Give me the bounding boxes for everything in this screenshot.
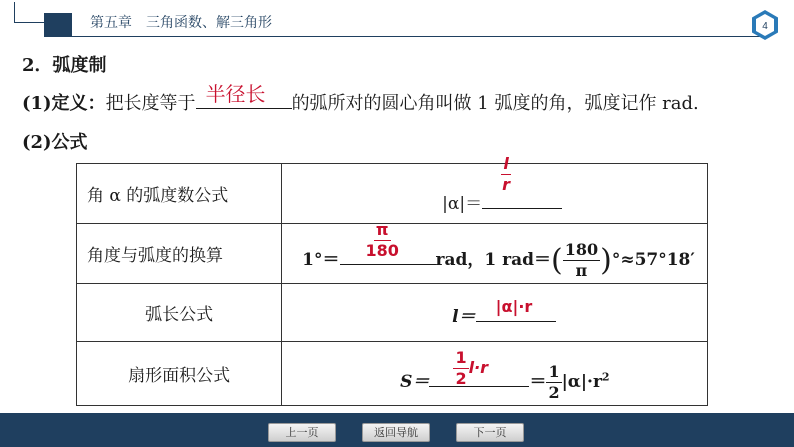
arc-prefix: l＝: [452, 307, 476, 327]
conversion-answer-fraction: [364, 222, 401, 259]
footer-nav-bar: [0, 413, 794, 447]
sector-fraction: [546, 364, 561, 401]
sector-blank: [429, 348, 529, 388]
row-label: 弧长公式: [77, 284, 282, 342]
header-block-decoration: [44, 13, 72, 37]
header-rule: [72, 36, 760, 37]
alpha-prefix: |α|＝: [442, 194, 483, 214]
row-label: 角度与弧度的换算: [77, 224, 282, 284]
definition-blank: [196, 82, 292, 109]
formula-arc-length: [452, 297, 555, 327]
definition-answer: 半径长: [205, 82, 266, 106]
conversion-blank: [340, 220, 436, 265]
header: [0, 0, 794, 48]
conversion-fraction-den: π: [575, 261, 588, 280]
table-row: [77, 164, 708, 224]
sector-tail: |α|·r: [561, 372, 602, 392]
formula-label: (2)公式: [22, 132, 88, 153]
left-paren: (: [550, 243, 563, 278]
sector-answer-num: 1: [455, 348, 467, 367]
rad-text: rad，1 rad＝: [435, 250, 551, 270]
sector-exponent: 2: [601, 370, 610, 384]
page-number-badge: [748, 8, 782, 42]
row-value-cell: [282, 342, 708, 406]
row-value-cell: [282, 284, 708, 342]
row-value-cell: [282, 220, 708, 284]
sector-answer-fraction: [453, 350, 468, 387]
sector-prefix: S＝: [400, 372, 430, 392]
formula-sector-area: [400, 348, 610, 402]
home-nav-button[interactable]: 返回导航: [362, 423, 430, 442]
alpha-answer-num: l: [503, 154, 509, 173]
row-label: 角 α 的弧度数公式: [77, 164, 282, 224]
conversion-fraction: [563, 242, 600, 279]
table-row: [77, 224, 708, 284]
conversion-answer-num: π: [375, 220, 389, 239]
conversion-answer-den: 180: [365, 241, 399, 260]
alpha-answer-den: r: [502, 175, 510, 194]
degree-prefix: 1°＝: [302, 250, 340, 270]
page-number: 4: [762, 21, 768, 32]
right-paren: ): [600, 243, 612, 278]
definition-text-before: 把长度等于: [105, 93, 196, 114]
sector-fraction-den: 2: [548, 383, 560, 402]
arc-answer: |α|·r: [495, 297, 533, 316]
chapter-title: 第五章 三角函数、解三角形: [90, 15, 272, 31]
prev-page-button[interactable]: 上一页: [268, 423, 336, 442]
radian-formula-table: [76, 154, 708, 406]
row-value-cell: [282, 154, 708, 224]
formula-conversion: [302, 220, 695, 280]
arc-blank: [476, 297, 556, 322]
definition-line: [22, 82, 699, 115]
approx-value: °≈57°18′: [611, 250, 695, 270]
next-page-button[interactable]: 下一页: [456, 423, 524, 442]
sector-answer-tail: l·r: [468, 358, 489, 377]
conversion-fraction-num: 180: [564, 240, 599, 259]
sector-equals: ＝: [529, 372, 547, 392]
sector-answer: [453, 350, 488, 387]
sector-fraction-num: 1: [548, 362, 560, 381]
definition-label: (1)定义：: [22, 93, 106, 114]
section-title: 2．弧度制: [22, 55, 107, 76]
definition-text-after: 的弧所对的圆心角叫做 1 弧度的角，弧度记作 rad.: [291, 93, 699, 114]
alpha-blank: [482, 154, 562, 209]
formula-alpha: [442, 154, 562, 214]
sector-answer-den: 2: [455, 369, 467, 388]
table-row: [77, 284, 708, 342]
table-row: [77, 342, 708, 406]
row-label: 扇形面积公式: [77, 342, 282, 406]
alpha-answer-fraction: [500, 156, 512, 193]
